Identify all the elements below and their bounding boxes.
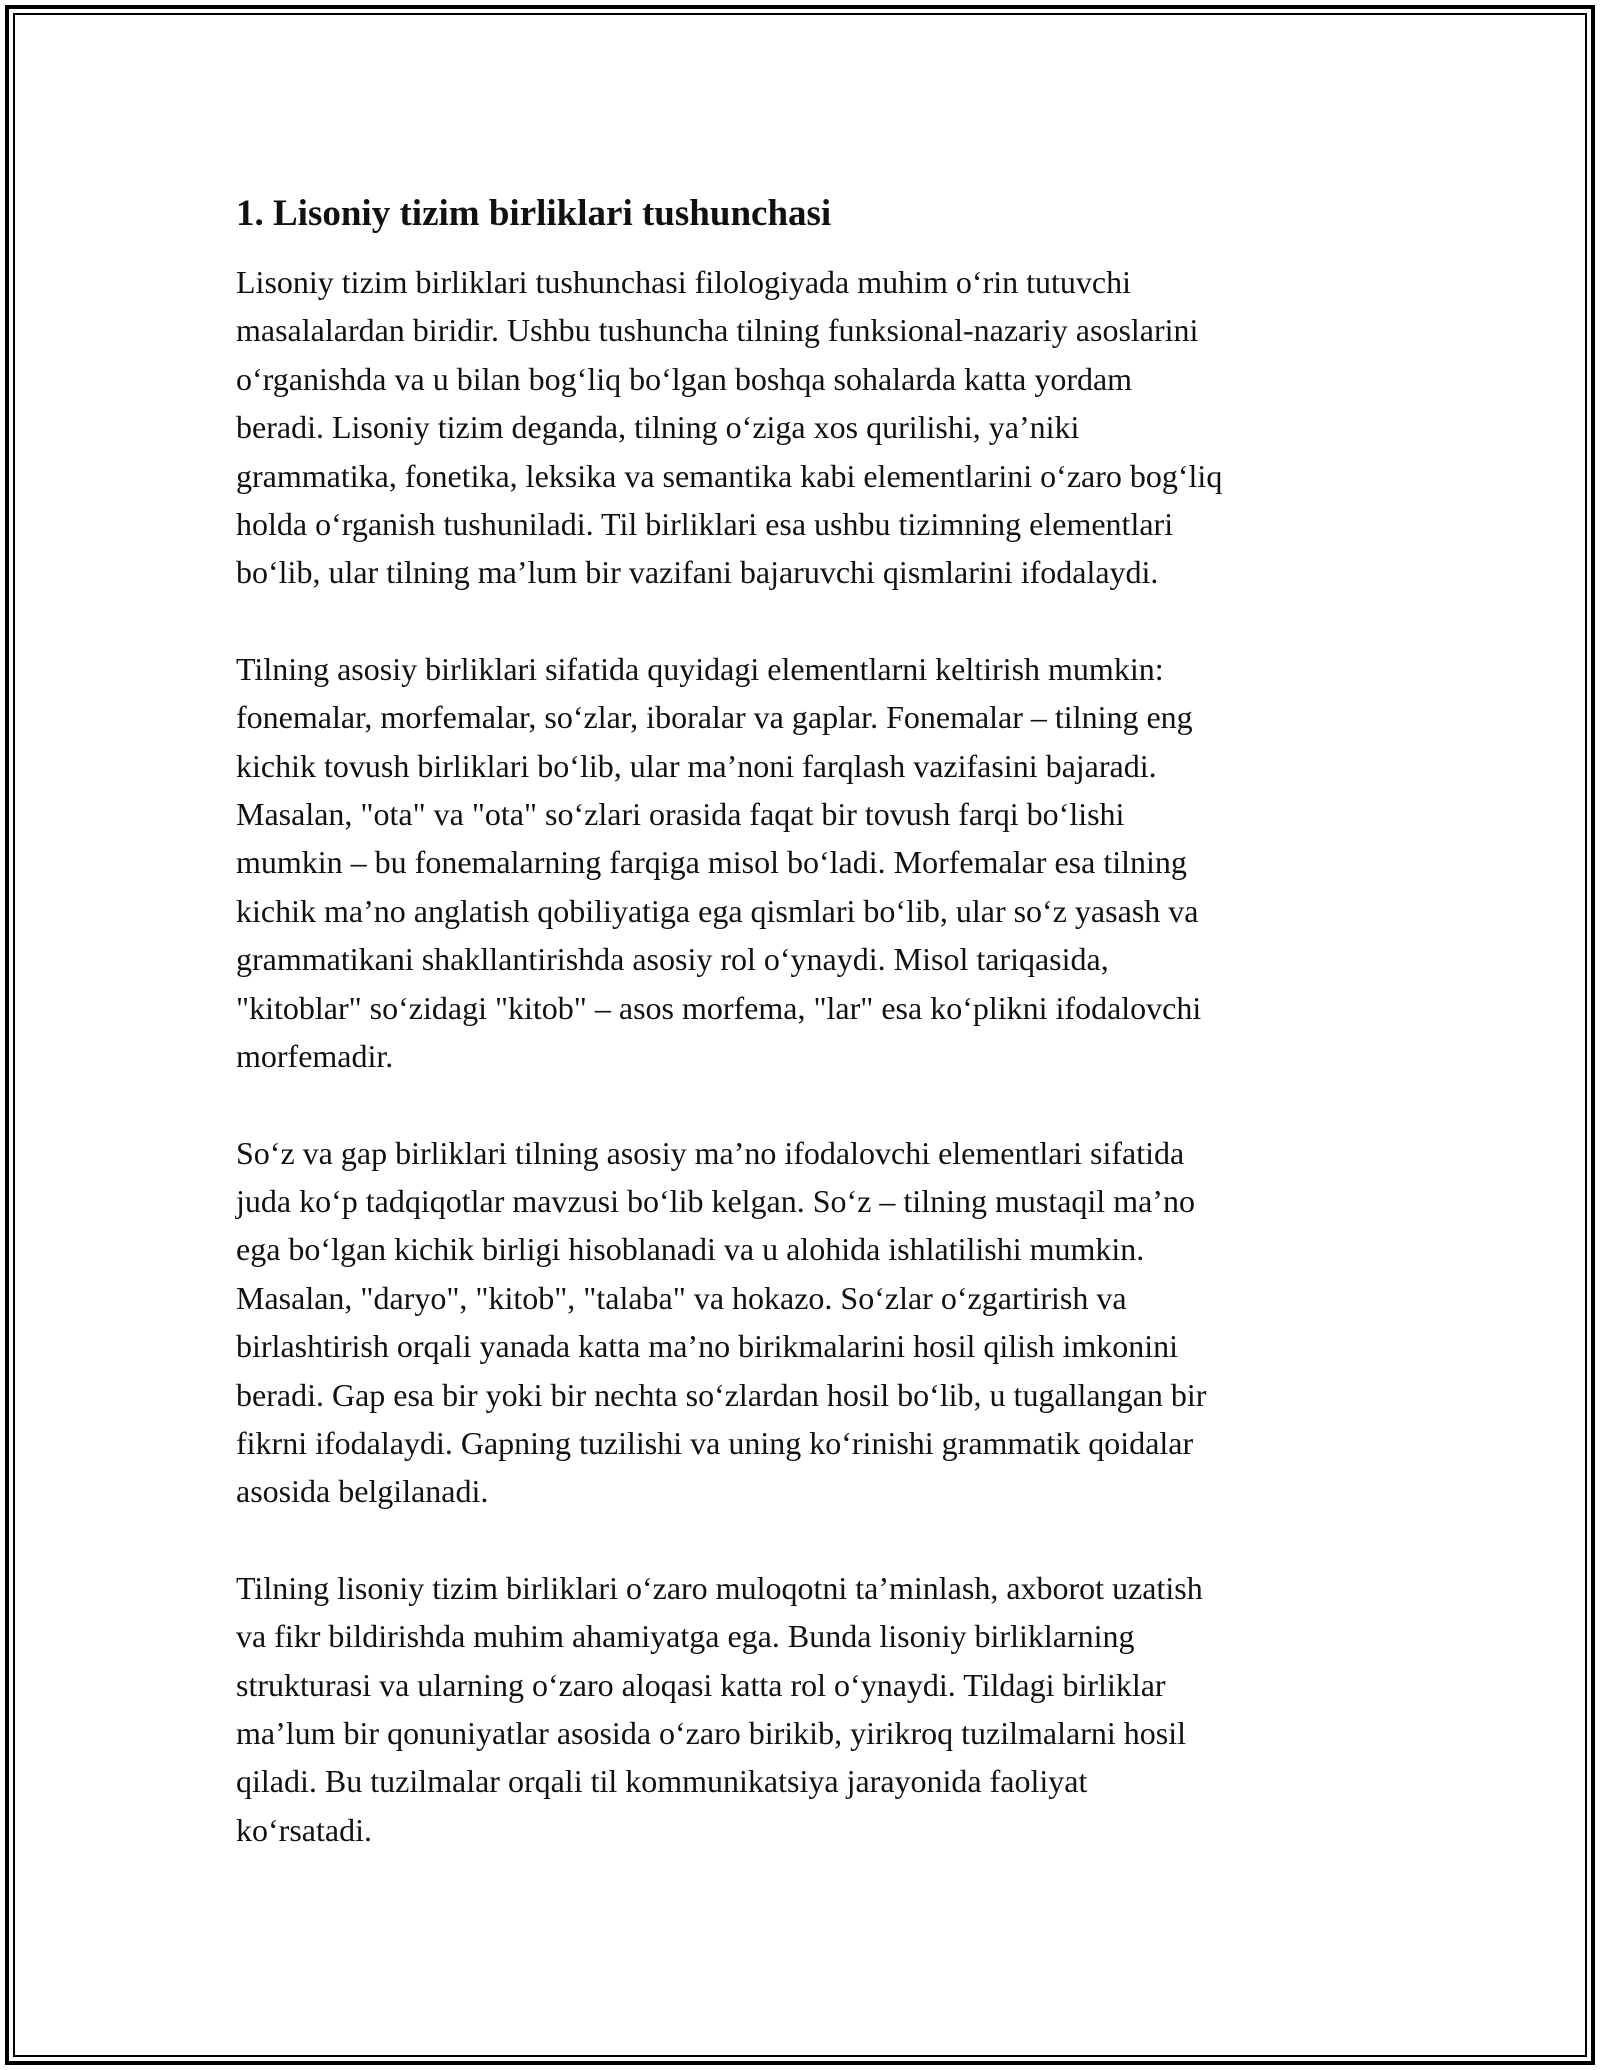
text-line: strukturasi va ularning o‘zaro aloqasi katta rol o‘ynaydi. Tildagi birliklar [236,1666,1166,1703]
text-line: o‘rganishda va u bilan bog‘liq bo‘lgan boshqa sohalarda katta yordam [236,360,1133,397]
document-body [236,188,1381,1902]
text-line: ega bo‘lgan kichik birligi hisoblanadi va u alohida ishlatilishi mumkin. [236,1231,1145,1268]
text-line: kichik ma’no anglatish qobiliyatiga ega qismlari bo‘lib, ular so‘z yasash va [236,892,1199,929]
text-line: bo‘lib, ular tilning ma’lum bir vazifani bajaruvchi qismlarini ifodalaydi. [236,554,1159,591]
paragraph-1 [236,258,1381,597]
text-line: holda o‘rganish tushuniladi. Til birliklari esa ushbu tizimning elementlari [236,506,1174,543]
text-line: So‘z va gap birliklari tilning asosiy ma’no ifodalovchi elementlari sifatida [236,1134,1185,1171]
text-line: mumkin – bu fonemalarning farqiga misol bo‘ladi. Morfemalar esa tilning [236,844,1187,881]
text-line: Lisoniy tizim birliklari tushunchasi filologiyada muhim o‘rin tutuvchi [236,264,1131,300]
text-line: grammatika, fonetika, leksika va semantika kabi elementlarini o‘zaro bog‘liq [236,457,1223,494]
text-line: Tilning asosiy birliklari sifatida quyidagi elementlarni keltirish mumkin: [236,650,1164,687]
text-line: juda ko‘p tadqiqotlar mavzusi bo‘lib kelgan. So‘z – tilning mustaqil ma’no [236,1182,1195,1219]
text-line: beradi. Gap esa bir yoki bir nechta so‘zlardan hosil bo‘lib, u tugallangan bir [236,1376,1207,1413]
text-line: asosida belgilanadi. [236,1473,489,1510]
text-line: ma’lum bir qonuniyatlar asosida o‘zaro birikib, yirikroq tuzilmalarni hosil [236,1714,1186,1751]
text-line: kichik tovush birliklari bo‘lib, ular ma’noni farqlash vazifasini bajaradi. [236,747,1157,784]
text-line: "kitoblar" so‘zidagi "kitob" – asos morfema, "lar" esa ko‘plikni ifodalovchi [236,989,1202,1026]
text-line: ko‘rsatadi. [236,1811,372,1848]
text-line: grammatikani shakllantirishda asosiy rol o‘ynaydi. Misol tariqasida, [236,941,1109,978]
text-line: fonemalar, morfemalar, so‘zlar, iboralar va gaplar. Fonemalar – tilning eng [236,699,1193,736]
section-title: 1. Lisoniy tizim birliklari tushunchasi [236,193,832,234]
text-line: va fikr bildirishda muhim ahamiyatga ega. Bunda lisoniy birliklarning [236,1618,1135,1655]
paragraph-4 [236,1564,1381,1854]
text-line: birlashtirish orqali yanada katta ma’no birikmalarini hosil qilish imkonini [236,1328,1179,1365]
text-line: fikrni ifodalaydi. Gapning tuzilishi va uning ko‘rinishi grammatik qoidalar [236,1424,1194,1461]
text-line: Tilning lisoniy tizim birliklari o‘zaro muloqotni ta’minlash, axborot uzatish [236,1569,1203,1606]
paragraph-2 [236,645,1381,1081]
text-line: masalalardan biridir. Ushbu tushuncha tilning funksional-nazariy asoslarini [236,312,1199,349]
text-line: qiladi. Bu tuzilmalar orqali til kommunikatsiya jarayonida faoliyat [236,1763,1088,1800]
text-line: Masalan, "ota" va "ota" so‘zlari orasida faqat bir tovush farqi bo‘lishi [236,796,1125,833]
text-line: morfemadir. [236,1038,394,1075]
text-line: beradi. Lisoniy tizim deganda, tilning o‘ziga xos qurilishi, ya’niki [236,409,1080,446]
text-line: Masalan, "daryo", "kitob", "talaba" va hokazo. So‘zlar o‘zgartirish va [236,1279,1127,1316]
paragraph-3 [236,1129,1381,1516]
